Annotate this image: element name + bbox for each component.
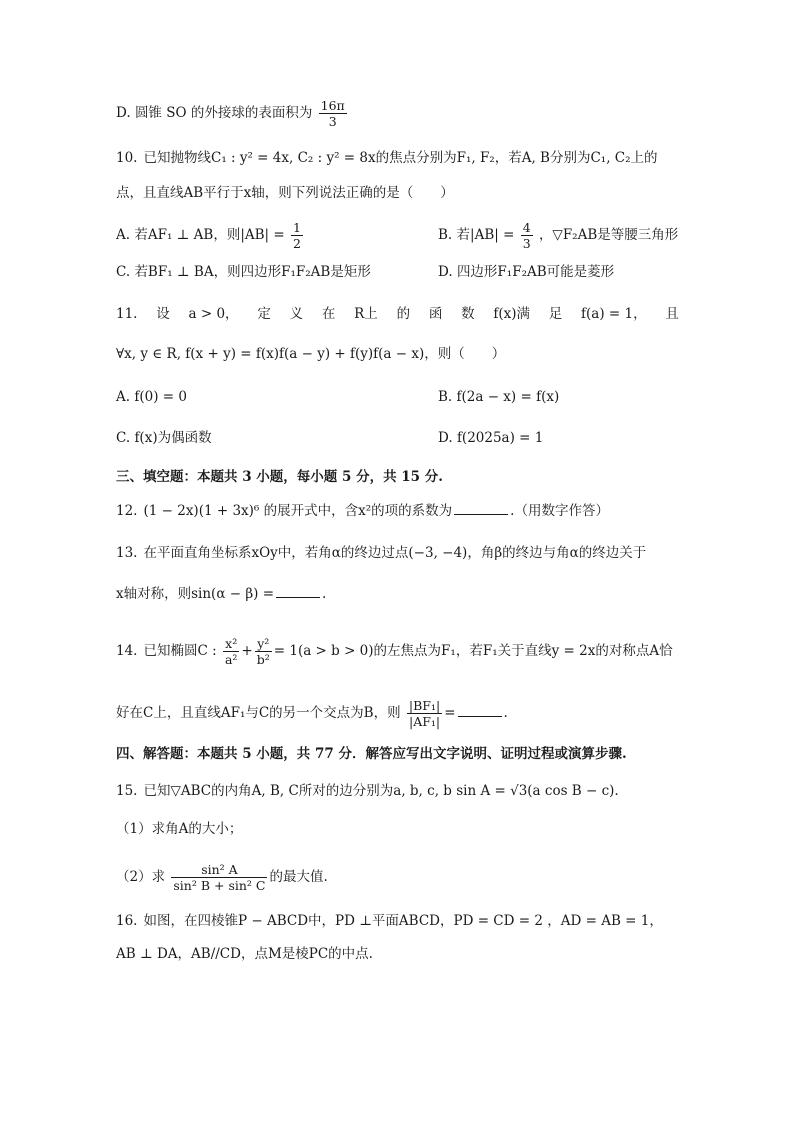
- option-label: D.: [438, 430, 453, 446]
- q15-part2: [116, 862, 328, 893]
- q11-word: 义: [289, 306, 304, 322]
- frac-numerator: 1: [293, 220, 301, 235]
- q10-option-b: [438, 220, 678, 251]
- fraction: [171, 862, 267, 893]
- q14-stem: 已知椭圆C :: [143, 643, 217, 659]
- q11-option-b: [438, 387, 559, 407]
- option-d-prev: [116, 98, 349, 129]
- answer-blank[interactable]: [276, 585, 320, 598]
- section-title: 四、解答题：本题共 5 小题，共 77 分．解答应写出文字说明、证明过程或演算步骤.: [116, 746, 627, 762]
- q10-stem-1: 已知抛物线C₁ : y² = 4x, C₂ : y² = 8x的焦点分别为F₁, F₂，若A, B分别为C₁, C₂上的: [143, 150, 658, 166]
- option-label: B.: [438, 389, 453, 405]
- question-number: 11.: [116, 306, 138, 322]
- frac-numerator: |BF₁|: [408, 698, 441, 713]
- q13-stem: 在平面直角坐标系xOy中，若角α的终边过点(−3, −4)，角β的终边与角α的终边关于: [143, 545, 647, 561]
- option-text: f(0) = 0: [134, 389, 187, 405]
- option-text: 圆锥 SO 的外接球的表面积为: [134, 105, 313, 121]
- option-label: D.: [116, 105, 131, 121]
- q10-option-c: [116, 262, 371, 282]
- answer-blank[interactable]: [458, 704, 502, 717]
- q11-word: 设: [156, 306, 170, 322]
- option-text-post: ，▽F₂AB是等腰三角形: [538, 227, 679, 243]
- q11-word: R上: [354, 306, 378, 322]
- option-label: D.: [438, 264, 453, 280]
- q11-option-a: [116, 387, 187, 407]
- q16-stem: 如图，在四棱锥P − ABCD中，PD ⊥平面ABCD，PD = CD = 2 ，AD = AB = 1，: [143, 913, 663, 929]
- q14-stem-post: = 1(a > b > 0)的左焦点为F₁，若F₁关于直线y = 2x的对称点A恰: [273, 643, 673, 659]
- fraction: [407, 698, 442, 729]
- q12: [116, 501, 609, 521]
- fraction: [291, 220, 303, 251]
- option-label: A.: [116, 227, 131, 243]
- q11-word: f(x)满: [493, 306, 531, 322]
- fraction: [223, 636, 239, 667]
- q15-part2-pre: （2）求: [116, 869, 166, 885]
- option-text: 四边形F₁F₂AB可能是菱形: [456, 264, 615, 280]
- option-label: B.: [438, 227, 453, 243]
- option-text: f(2025a) = 1: [456, 430, 544, 446]
- q11-option-c: [116, 428, 212, 448]
- section-title: 三、填空题：本题共 3 小题，每小题 5 分，共 15 分.: [116, 469, 443, 485]
- q13-line1: [116, 543, 646, 563]
- plus-sign: +: [241, 643, 253, 659]
- q10-line2: 点，且直线AB平行于x轴，则下列说法正确的是（ ）: [116, 185, 454, 201]
- frac-numerator: y²: [257, 636, 270, 651]
- q13-end: .: [322, 586, 327, 602]
- q11-word: 的: [396, 306, 411, 322]
- frac-numerator: sin² A: [201, 862, 238, 877]
- q16-line1: [116, 911, 663, 931]
- fraction: [319, 98, 347, 129]
- option-label: C.: [116, 264, 131, 280]
- option-label: C.: [116, 430, 131, 446]
- question-number: 10.: [116, 150, 138, 166]
- frac-denominator: b²: [256, 652, 270, 667]
- equals-sign: =: [444, 705, 456, 721]
- q12-text-post: .（用数字作答）: [510, 503, 609, 519]
- q15-line1: [116, 781, 619, 801]
- frac-numerator: 16π: [320, 98, 345, 113]
- question-number: 12.: [116, 503, 138, 519]
- frac-denominator: 2: [293, 236, 301, 251]
- q10-option-d: [438, 262, 614, 282]
- q11-word: 数: [461, 306, 475, 322]
- frac-denominator: sin² B + sin² C: [173, 878, 266, 893]
- frac-denominator: 3: [319, 113, 347, 129]
- question-number: 14.: [116, 643, 138, 659]
- q15-part1: （1）求角A的大小；: [116, 821, 243, 837]
- q11-line2: ∀x, y ∈ R, f(x + y) = f(x)f(a − y) + f(y)f(a − x)，则（ ）: [116, 346, 506, 362]
- option-text: f(2a − x) = f(x): [456, 389, 560, 405]
- frac-numerator: 4: [522, 220, 531, 235]
- q15-part2-post: 的最大值.: [269, 869, 328, 885]
- q12-text: (1 − 2x)(1 + 3x)⁶ 的展开式中，含x²的项的系数为: [143, 503, 453, 519]
- q14-end: .: [503, 705, 508, 721]
- frac-denominator: 3: [522, 236, 531, 251]
- frac-denominator: a²: [224, 652, 238, 667]
- answer-blank[interactable]: [454, 502, 508, 515]
- option-label: A.: [116, 389, 131, 405]
- q11-option-d: [438, 428, 543, 448]
- fraction: [255, 636, 272, 667]
- q11-line1: [116, 304, 679, 324]
- q16-line2: AB ⊥ DA，AB//CD，点M是棱PC的中点.: [116, 946, 373, 962]
- option-text: 若BF₁ ⊥ BA，则四边形F₁F₂AB是矩形: [134, 264, 371, 280]
- q11-word: 定: [257, 306, 271, 322]
- q14-stem-2: 好在C上，且直线AF₁与C的另一个交点为B，则: [116, 705, 401, 721]
- question-number: 16.: [116, 913, 138, 929]
- frac-denominator: |AF₁|: [407, 713, 442, 729]
- q15-stem: 已知▽ABC的内角A, B, C所对的边分别为a, b, c, b sin A = √3(a cos B − c).: [143, 783, 619, 799]
- q11-word: 在: [321, 306, 336, 322]
- q11-word: 且: [665, 306, 679, 322]
- question-number: 15.: [116, 783, 138, 799]
- fraction: [521, 220, 533, 251]
- option-text: 若|AB| =: [456, 227, 515, 243]
- q10-line1: [116, 148, 658, 168]
- q10-option-a: [116, 220, 305, 251]
- q13-line2: [116, 584, 326, 604]
- q14-line1: [116, 636, 673, 667]
- q11-word: 函: [428, 306, 443, 322]
- q13-stem-2: x轴对称，则sin(α − β) =: [116, 586, 275, 602]
- q11-word: a > 0，: [188, 306, 239, 322]
- q14-line2: [116, 698, 508, 729]
- q11-word: 足: [548, 306, 563, 322]
- frac-numerator: x²: [225, 636, 238, 651]
- option-text: 若AF₁ ⊥ AB，则|AB| =: [134, 227, 285, 243]
- option-text: f(x)为偶函数: [134, 430, 212, 446]
- q11-word: f(a) = 1，: [581, 306, 647, 322]
- question-number: 13.: [116, 545, 138, 561]
